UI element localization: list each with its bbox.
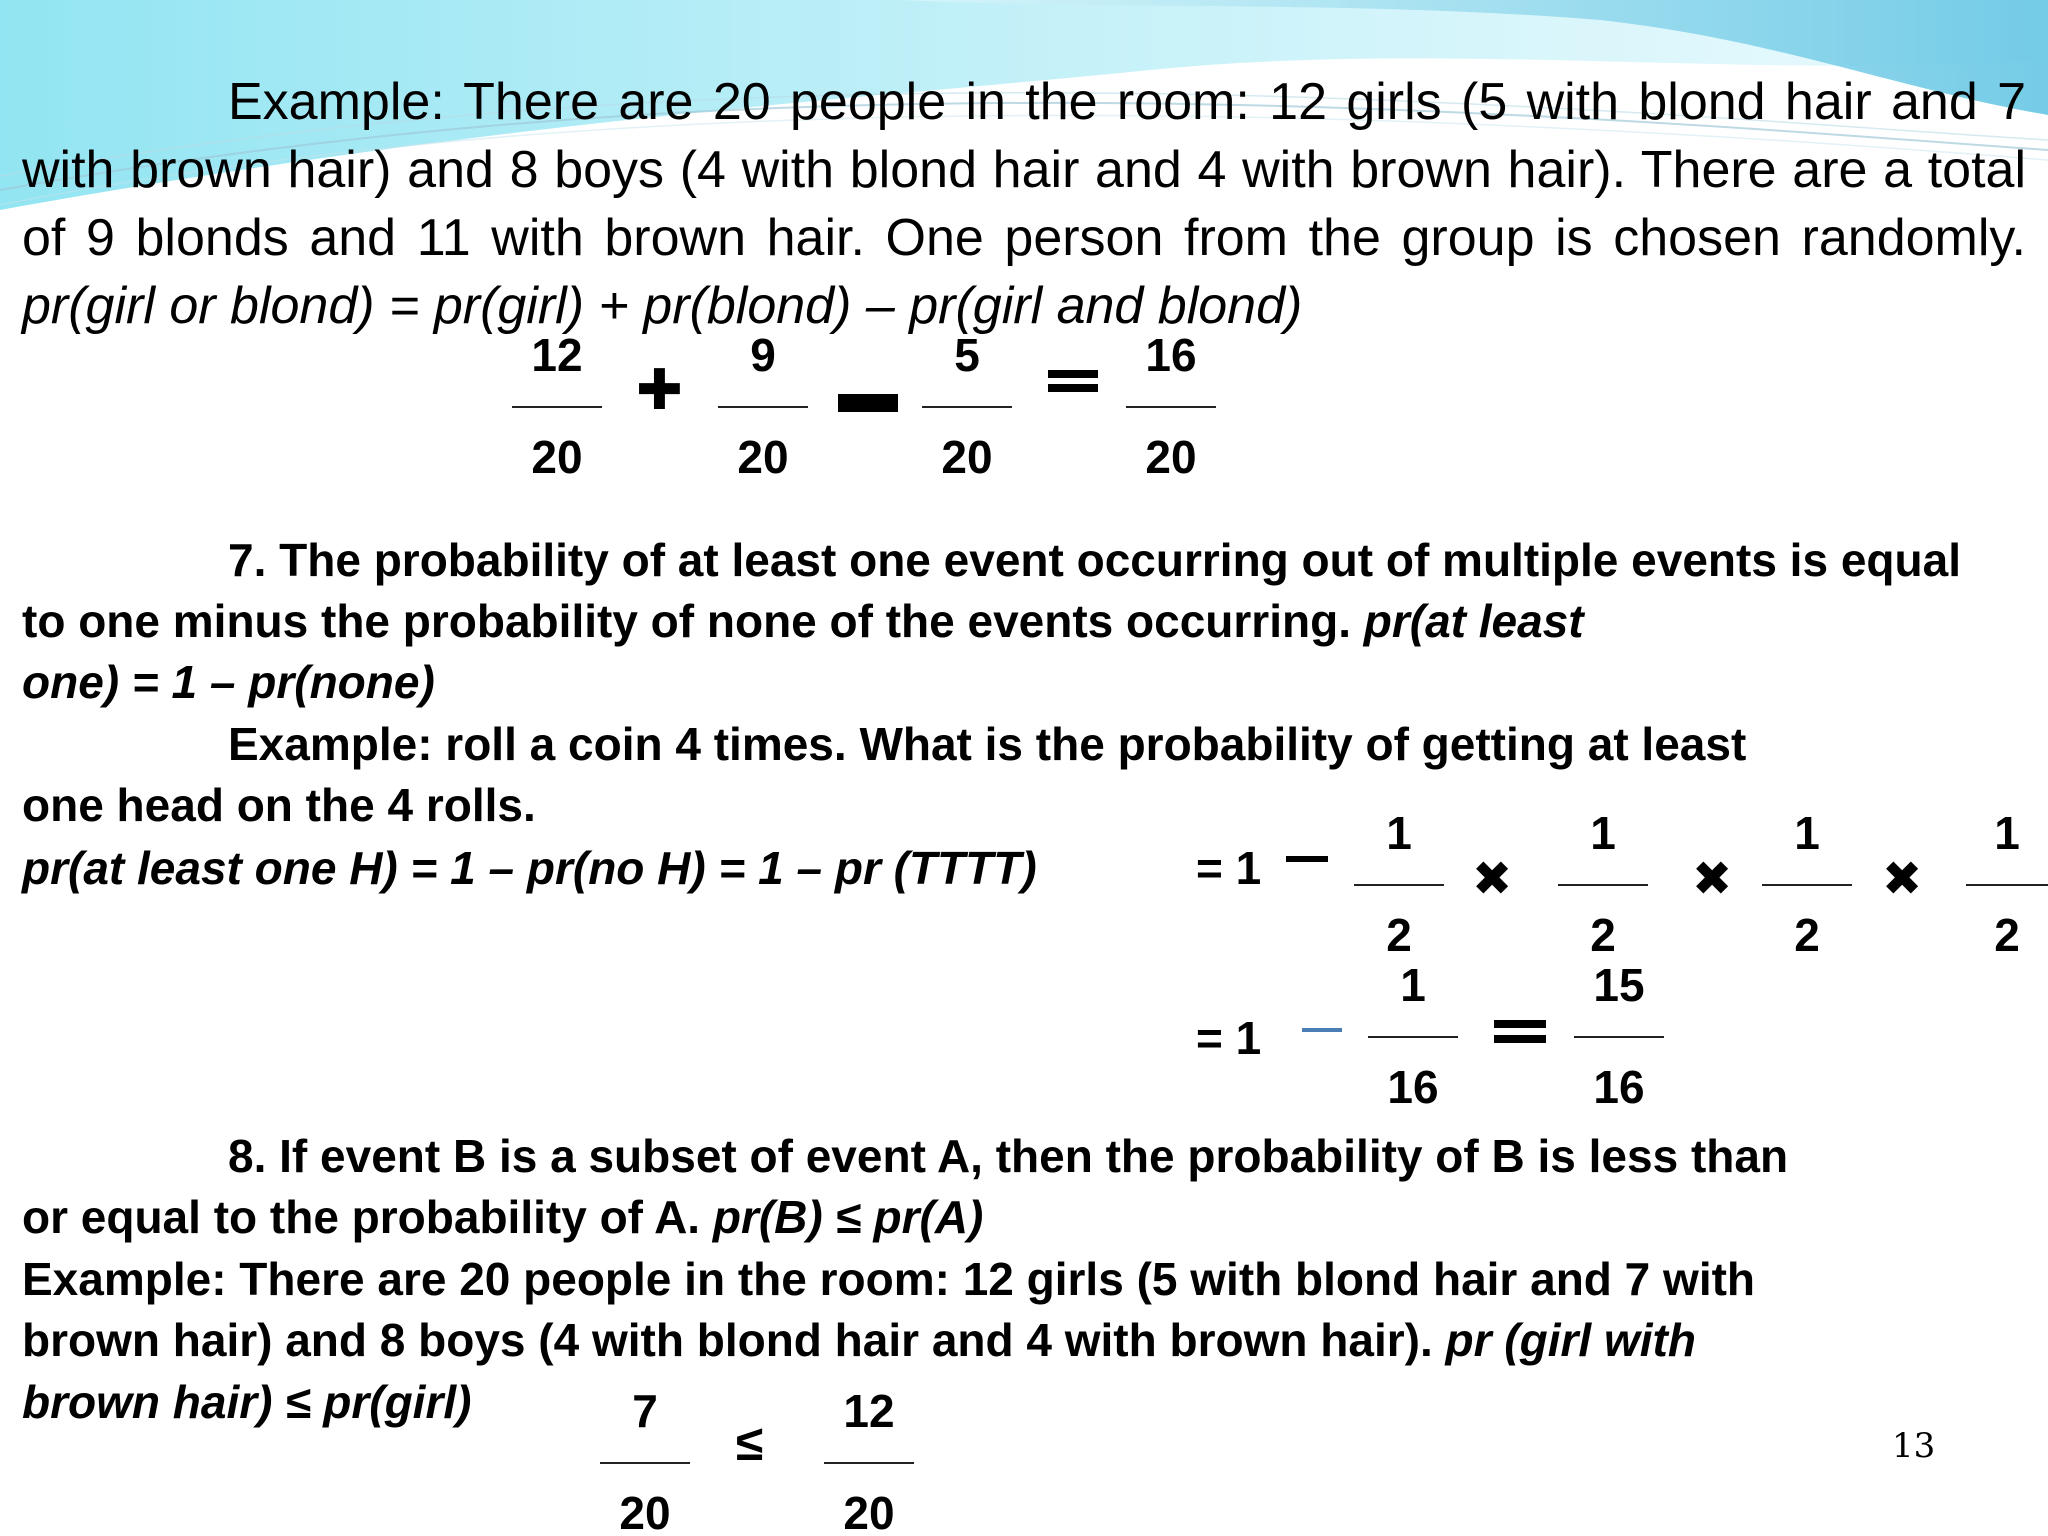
times-icon: ✖	[1692, 853, 1733, 906]
rule8-line2: or equal to the probability of A. pr(B) ≤ pr(A)	[22, 1191, 984, 1243]
minus-icon	[1286, 856, 1328, 862]
example1-text: Example: There are 20 people in the room: 12 girls (5 with blond hair and 7 with brown hair) and 8 boys (4 with blond hair and 4 with brown hair). There are a total of 9 blonds and 11 with brown hair. One person from the group is chosen randomly.	[22, 73, 2026, 267]
rule7-calc-eq2: = 1	[1196, 1012, 1262, 1064]
rule8-example-formula-b: brown hair) ≤ pr(girl)	[22, 1376, 472, 1428]
page-number: 13	[1892, 1426, 1936, 1466]
rule7-calc-line: pr(at least one H) = 1 – pr(no H) = 1 – pr (TTTT)	[22, 842, 1037, 894]
rule7-formula-b: one) = 1 – pr(none)	[22, 656, 435, 708]
rule8-example-line1: Example: There are 20 people in the room: 12 girls (5 with blond hair and 7 with	[22, 1253, 1756, 1305]
times-icon: ✖	[1882, 853, 1923, 906]
fraction-5-20: 5 20	[922, 332, 1012, 480]
factor-1-2: 1 2	[1762, 810, 1852, 958]
fraction-15-16: 15 16	[1574, 962, 1664, 1110]
minus-icon: ▬	[838, 358, 898, 425]
factor-1-2: 1 2	[1354, 810, 1444, 958]
factor-1-2: 1 2	[1966, 810, 2048, 958]
plus-icon: ✚	[636, 358, 683, 421]
less-equal-icon: ≤	[736, 1415, 764, 1471]
fraction-12-20: 12 20	[824, 1388, 914, 1536]
times-icon: ✖	[1472, 853, 1513, 906]
rule7-formula-a: pr(at least	[1363, 595, 1584, 647]
rule8-example-formula-a: pr (girl with	[1445, 1314, 1696, 1366]
example1-formula: pr(girl or blond) = pr(girl) + pr(blond) – pr(girl and blond)	[22, 277, 1303, 335]
rule7-example-a: Example: roll a coin 4 times. What is the probability of getting at least	[228, 718, 1747, 770]
equals-icon	[1048, 370, 1098, 392]
fraction-9-20: 9 20	[718, 332, 808, 480]
fraction-12-20: 12 20	[512, 332, 602, 480]
minus-icon	[1302, 1028, 1342, 1032]
equals-icon	[1494, 1020, 1546, 1043]
rule7-statement: 7. The probability of at least one event occurring out of multiple events is equal to one minus the probability of none of the events occurring. pr(at least	[22, 534, 1961, 647]
fraction-7-20: 7 20	[600, 1388, 690, 1536]
rule7-calc-eq1: = 1	[1196, 842, 1262, 894]
rule8-line1: 8. If event B is a subset of event A, then the probability of B is less than	[228, 1130, 1789, 1182]
rule7-example-b: one head on the 4 rolls.	[22, 779, 536, 831]
fraction-16-20: 16 20	[1126, 332, 1216, 480]
example1-paragraph	[22, 68, 2026, 340]
rule8-example-line2: brown hair) and 8 boys (4 with blond hair and 4 with brown hair). pr (girl with	[22, 1314, 1696, 1366]
rule8-formula: pr(B) ≤ pr(A)	[712, 1191, 984, 1243]
fraction-1-16: 1 16	[1368, 962, 1458, 1110]
factor-1-2: 1 2	[1558, 810, 1648, 958]
